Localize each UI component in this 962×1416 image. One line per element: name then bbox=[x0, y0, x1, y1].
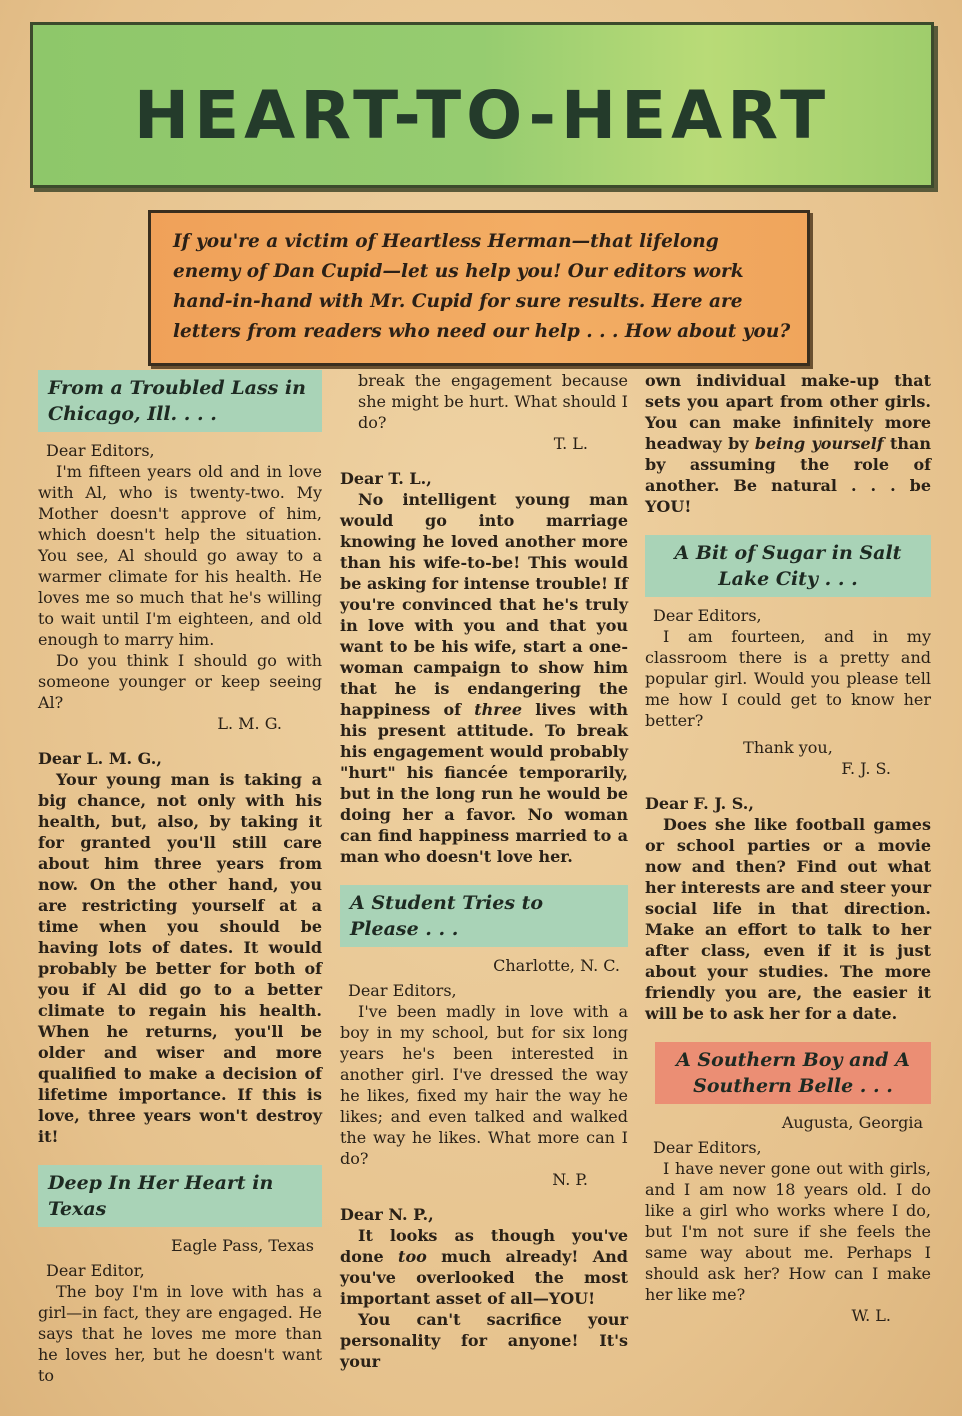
reply-body: Your young man is taking a big chance, not only with his health, but, also, by taking it for granted you'll still care about him three years from now. On the other hand, you are restricting yourself at a time when you should be having lots of dates. It would probably be better for both of you if Al did go to a better climate to regain his health. When he returns, you'll be older and wiser and more qualified to make a decision of lifetime importance. If this is love, three years won't destroy it! bbox=[38, 770, 322, 1146]
intro-text: If you're a victim of Heartless Herman—that lifelong enemy of Dan Cupid—let us help you! Our editors work hand-in-hand with Mr. Cupid for sure results. Here are letters from readers who need our help . . . How about you? bbox=[173, 231, 791, 342]
reply-body: No intelligent young man would go into marriage knowing he loved another more than his wife-to-be! This would be asking for intense trouble! If you're convinced that he's truly in love with you and that you want to be his wife, start a one-woman campaign to show him that he is endangering the happiness of three lives with his present attitude. To break his engagement would probably "hurt" his fiancée temporarily, but in the long run he would be doing her a favor. No woman can find happiness married to a man who doesn't love her. bbox=[340, 490, 628, 866]
letter-signature: W. L. bbox=[851, 1306, 891, 1325]
intro-box bbox=[148, 210, 810, 366]
letter-heading-texas: Deep In Her Heart in Texas bbox=[38, 1165, 322, 1227]
letter-heading-saltlake: A Bit of Sugar in Salt Lake City . . . bbox=[645, 535, 931, 597]
letter-body: Do you think I should go with someone younger or keep seeing Al? bbox=[38, 651, 322, 712]
letter-heading-student: A Student Tries to Please . . . bbox=[340, 885, 628, 947]
reply-body: It looks as though you've done too much already! And you've overlooked the most important asset of all—YOU! bbox=[340, 1226, 628, 1308]
letter-body: I've been madly in love with a boy in my school, but for six long years he's been interested in another girl. I've dressed the way he likes, fixed my hair the way he likes; and even talked and walked the way he likes. What more can I do? bbox=[340, 1002, 628, 1168]
reply-salutation: Dear N. P., bbox=[340, 1205, 434, 1224]
letter-body: I am fourteen, and in my classroom there is a pretty and popular girl. Would you please tell me how I could get to know her better? bbox=[645, 627, 931, 730]
reply-body-continued: own individual make-up that sets you apart from other girls. You can make infinitely more headway by being yourself than by assuming the role of another. Be natural . . . be YOU! bbox=[645, 371, 931, 516]
reply-salutation: Dear T. L., bbox=[340, 469, 432, 488]
letter-salutation: Dear Editors, bbox=[653, 1138, 762, 1157]
letter-salutation: Dear Editors, bbox=[653, 606, 762, 625]
column-1 bbox=[38, 370, 322, 1385]
column-2 bbox=[340, 370, 628, 1380]
letter-salutation: Dear Editors, bbox=[348, 981, 457, 1000]
letter-location: Charlotte, N. C. bbox=[493, 956, 620, 975]
letter-signature: T. L. bbox=[553, 434, 588, 453]
column-3 bbox=[645, 370, 931, 1380]
reply-salutation: Dear L. M. G., bbox=[38, 749, 162, 768]
reply-body: You can't sacrifice your personality for anyone! It's your bbox=[340, 1310, 628, 1371]
letter-heading-southern: A Southern Boy and A Southern Belle . . . bbox=[655, 1042, 931, 1104]
reply-salutation: Dear F. J. S., bbox=[645, 794, 754, 813]
letter-thanks: Thank you, bbox=[743, 738, 833, 757]
letter-signature: N. P. bbox=[552, 1170, 588, 1189]
letter-body-continued: break the engagement because she might be hurt. What should I do? bbox=[358, 371, 628, 432]
reply-body: Does she like football games or school parties or a movie now and then? Find out what her interests are and steer your social life in that direction. Make an effort to talk to her after class, even if it is just about your studies. The more friendly you are, the easier it will be to ask her for a date. bbox=[645, 815, 931, 1023]
letter-body: The boy I'm in love with has a girl—in fact, they are engaged. He says that he loves me more than he loves her, but he doesn't want to bbox=[38, 1282, 322, 1385]
letter-salutation: Dear Editors, bbox=[46, 441, 155, 460]
page-title: HEART-TO-HEART bbox=[133, 77, 831, 154]
letter-signature: L. M. G. bbox=[217, 714, 282, 733]
letter-body: I have never gone out with girls, and I am now 18 years old. I do like a girl who works where I do, but I'm not sure if she feels the same way about me. Perhaps I should ask her? How can I make her like me? bbox=[645, 1159, 931, 1304]
letter-heading-chicago: From a Troubled Lass in Chicago, Ill. . . . bbox=[38, 370, 322, 432]
title-banner bbox=[30, 22, 934, 188]
letter-location: Augusta, Georgia bbox=[781, 1113, 923, 1132]
letter-salutation: Dear Editor, bbox=[46, 1261, 145, 1280]
letter-body: I'm fifteen years old and in love with Al, who is twenty-two. My Mother doesn't approve of him, which doesn't help the situation. You see, Al should go away to a warmer climate for his health. He loves me so much that he's willing to wait until I'm eighteen, and old enough to marry him. bbox=[38, 462, 322, 649]
letter-signature: F. J. S. bbox=[841, 759, 891, 778]
letter-location: Eagle Pass, Texas bbox=[171, 1236, 314, 1255]
